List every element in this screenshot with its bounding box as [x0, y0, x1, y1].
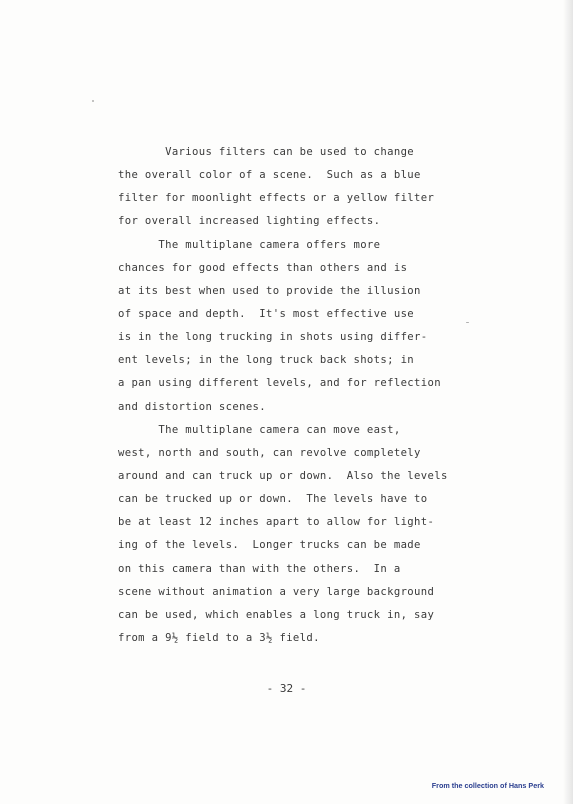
text-line: a pan using different levels, and for reflection [118, 377, 441, 390]
text-line: of space and depth. It's most effective use [118, 307, 415, 320]
text-line: ing of the levels. Longer trucks can be made [118, 539, 421, 552]
paper-speck [92, 100, 94, 102]
text-line: Various filters can be used to change [118, 146, 415, 158]
text-line: chances for good effects than others and is [118, 261, 408, 274]
text-line: the overall color of a scene. Such as a blue [118, 169, 421, 182]
text-line: on this camera than with the others. In a [118, 562, 401, 575]
text-line: can be trucked up or down. The levels have to [118, 493, 428, 506]
text-line: for overall increased lighting effects. [118, 215, 381, 228]
text-line: filter for moonlight effects or a yellow filter [118, 192, 435, 205]
text-line: at its best when used to provide the illusion [118, 284, 421, 297]
collection-credit: From the collection of Hans Perk [431, 781, 544, 790]
text-line: around and can truck up or down. Also the levels [118, 469, 448, 482]
text-line: west, north and south, can revolve completely [118, 446, 421, 459]
text-line: from a 9½ field to a 3½ field. [118, 631, 320, 644]
text-line: can be used, which enables a long truck in, say [118, 608, 435, 621]
typed-text-block [118, 141, 478, 650]
text-line: The multiplane camera can move east, [118, 423, 401, 436]
text-line: The multiplane camera offers more [118, 238, 381, 251]
text-line: is in the long trucking in shots using differ- [118, 331, 428, 344]
text-line: scene without animation a very large background [118, 585, 435, 598]
page-number: - 32 - [266, 682, 307, 695]
text-line: be at least 12 inches apart to allow for light- [118, 516, 435, 529]
text-line: and distortion scenes. [118, 400, 267, 413]
text-line: ent levels; in the long truck back shots; in [118, 354, 415, 367]
